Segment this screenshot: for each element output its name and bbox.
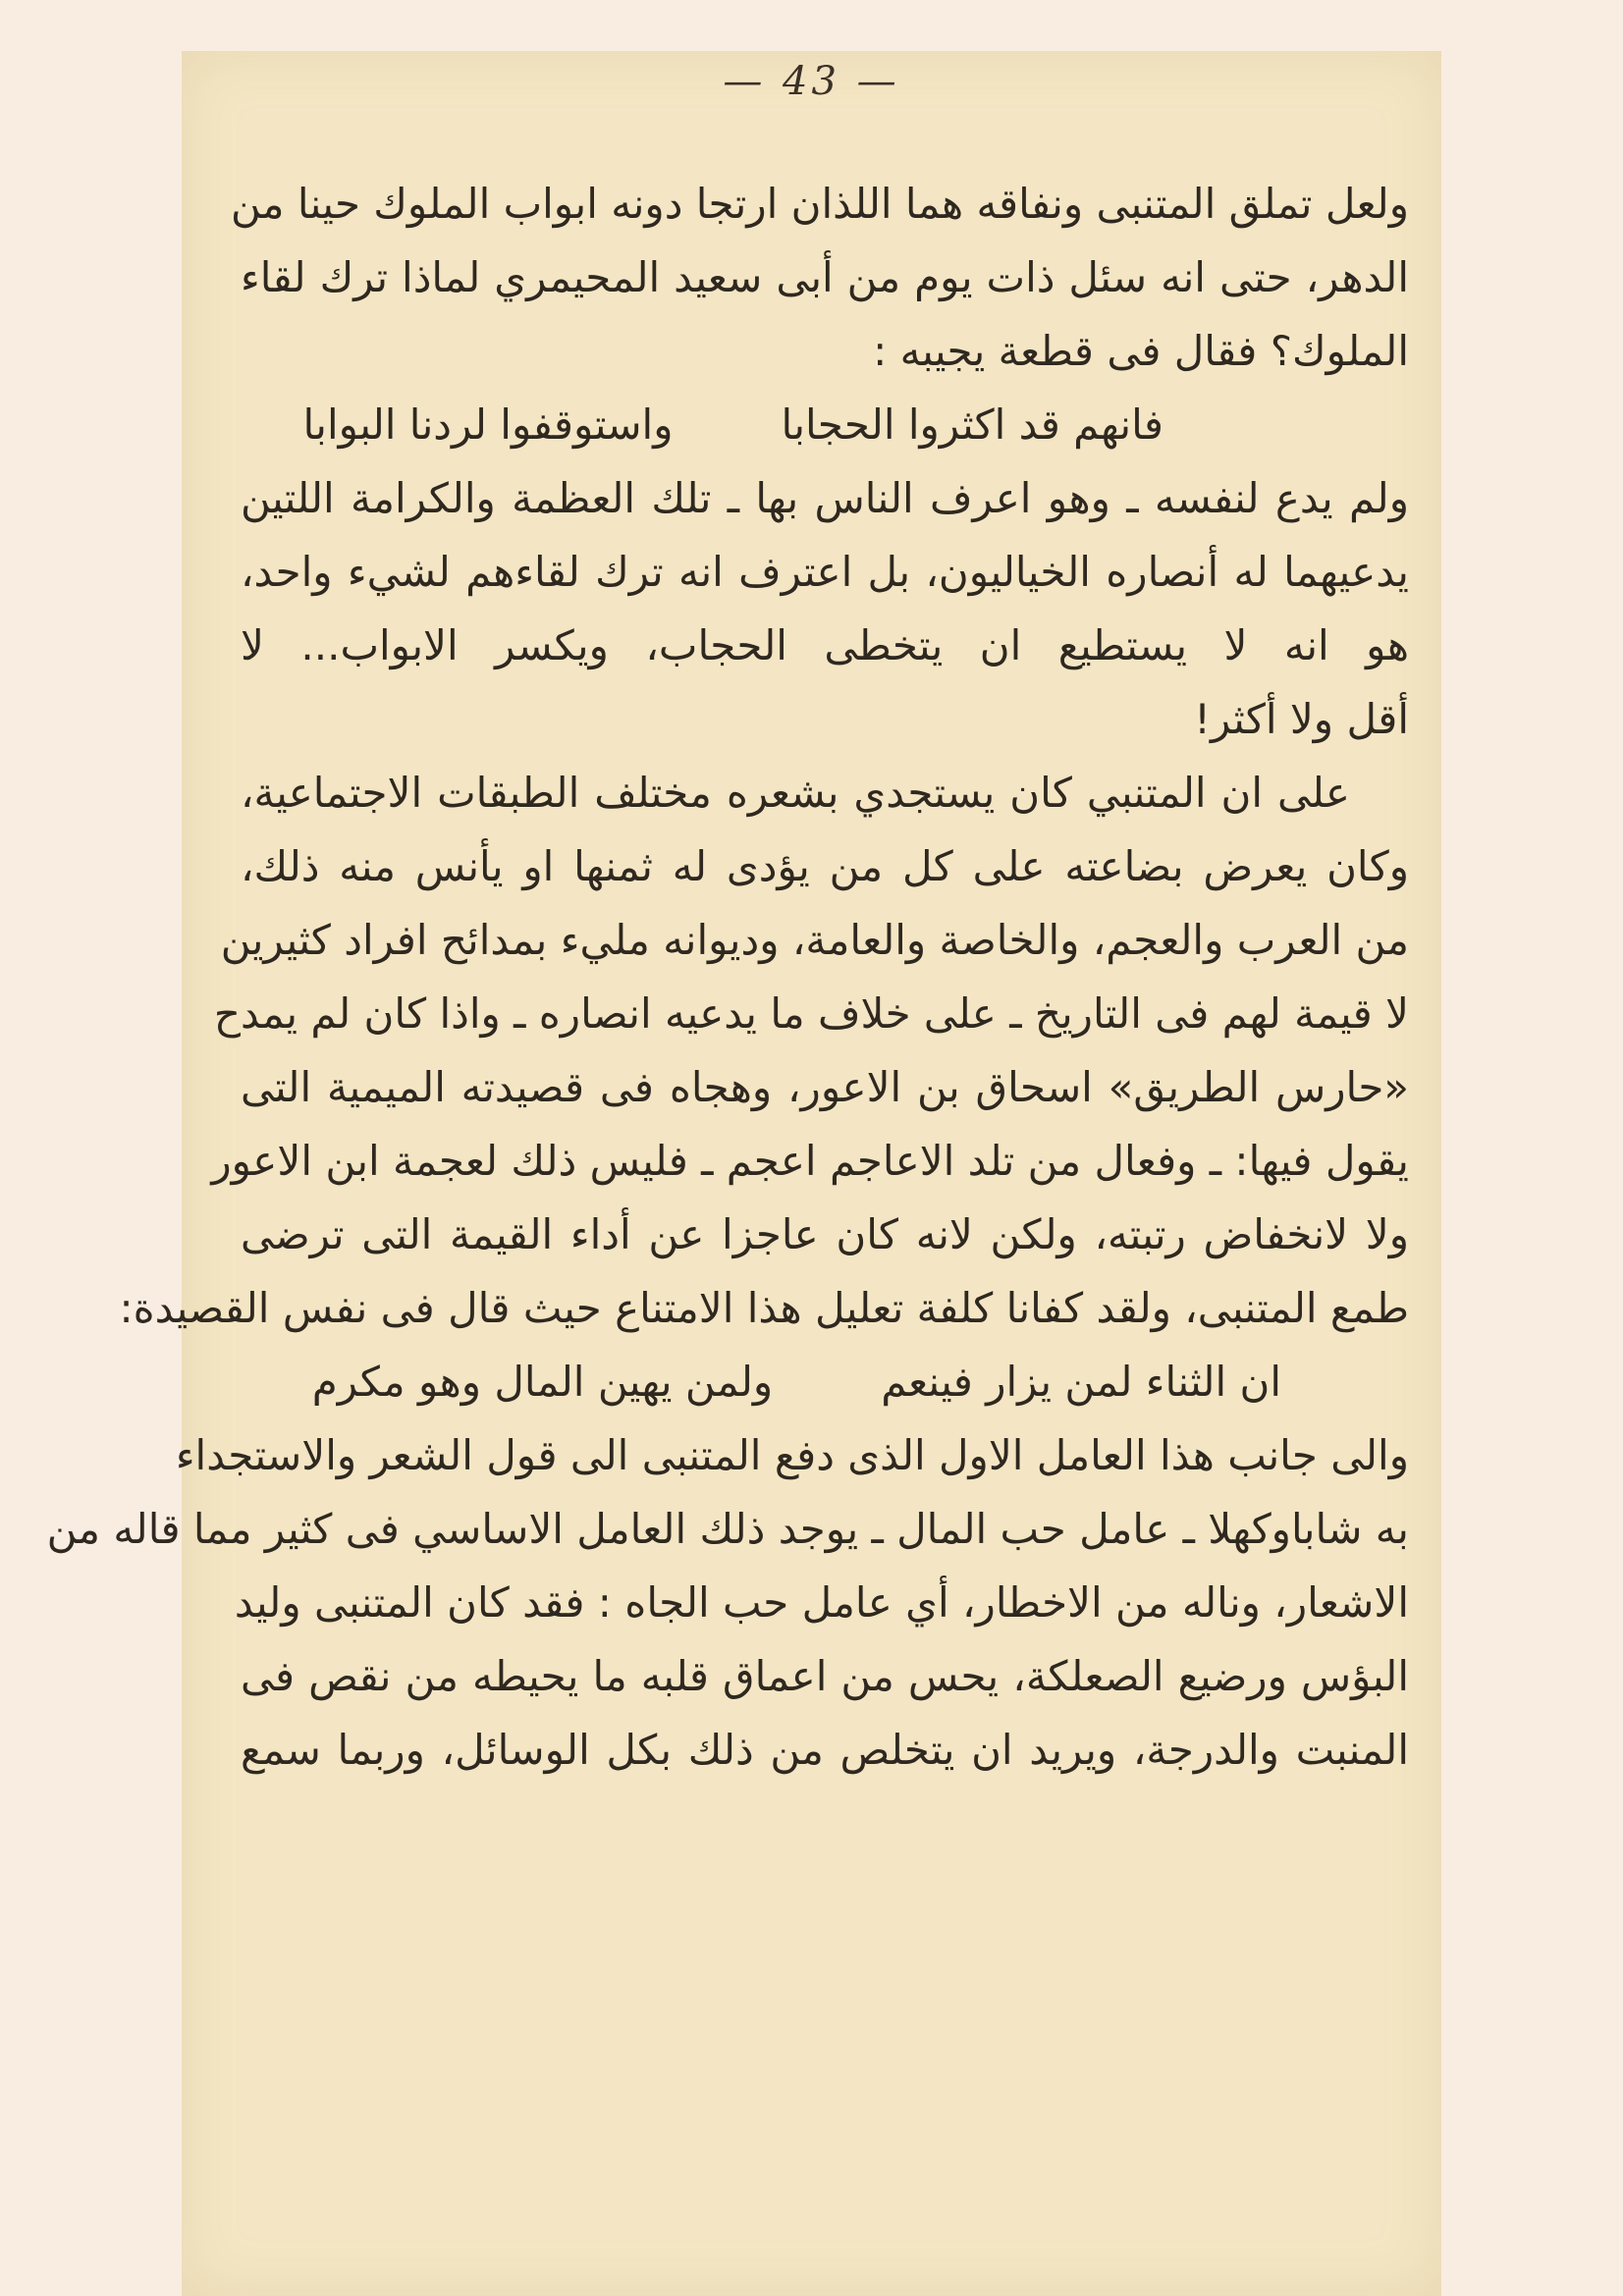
verse-second-hemistich: واستوقفوا لردنا البوابا	[302, 400, 674, 449]
page-body	[46, 167, 1409, 1787]
verse-first-hemistich: ان الثناء لمن يزار فينعم	[881, 1358, 1281, 1406]
paragraph	[231, 167, 1409, 388]
text-line: ولا لانخفاض رتبته، ولكن لانه كان عاجزا عن أداء القيمة التى ترضى	[241, 1210, 1409, 1258]
text-line: ولم يدع لنفسه ـ وهو اعرف الناس بها ـ تلك العظمة والكرامة اللتين	[241, 474, 1409, 522]
text-line: من العرب والعجم، والخاصة والعامة، وديوانه مليء بمدائح افراد كثيرين	[220, 916, 1409, 964]
text-line: «حارس الطريق» اسحاق بن الاعور، وهجاه فى قصيدته الميمية التى	[241, 1063, 1409, 1111]
text-line: أقل ولا أكثر!	[1194, 695, 1409, 743]
text-line: الدهر، حتى انه سئل ذات يوم من أبى سعيد المحيمري لماذا ترك لقاء	[241, 253, 1409, 301]
text-line: يدعيهما له أنصاره الخياليون، بل اعترف انه ترك لقاءهم لشيء واحد،	[241, 548, 1409, 596]
text-line: وكان يعرض بضاعته على كل من يؤدى له ثمنها او يأنس منه ذلك،	[241, 842, 1409, 890]
poetry-verse	[241, 1345, 1409, 1418]
poetry-verse	[241, 388, 1409, 461]
text-line: به شاباوكهلا ـ عامل حب المال ـ يوجد ذلك العامل الاساسي فى كثير مما قاله من	[46, 1505, 1409, 1553]
paragraph	[119, 756, 1409, 1345]
paragraph	[241, 461, 1409, 756]
text-line: والى جانب هذا العامل الاول الذى دفع المتنبى الى قول الشعر والاستجداء	[175, 1431, 1409, 1479]
text-line: على ان المتنبي كان يستجدي بشعره مختلف الطبقات الاجتماعية،	[241, 769, 1350, 817]
page-number: — 43 —	[723, 59, 900, 104]
text-line: البؤس ورضيع الصعلكة، يحس من اعماق قلبه ما يحيطه من نقص فى	[241, 1652, 1409, 1700]
verse-first-hemistich: فانهم قد اكثروا الحجابا	[781, 400, 1163, 449]
verse-second-hemistich: ولمن يهين المال وهو مكرم	[311, 1358, 774, 1406]
text-line: ولعل تملق المتنبى ونفاقه هما اللذان ارتجا دونه ابواب الملوك حينا من	[231, 180, 1409, 228]
text-line: طمع المتنبى، ولقد كفانا كلفة تعليل هذا الامتناع حيث قال فى نفس القصيدة:	[119, 1284, 1409, 1332]
text-line: الملوك؟ فقال فى قطعة يجيبه :	[873, 327, 1409, 375]
text-line: هو انه لا يستطيع ان يتخطى الحجاب، ويكسر الابواب... لا	[241, 621, 1409, 669]
paragraph	[46, 1418, 1409, 1787]
text-line: المنبت والدرجة، ويريد ان يتخلص من ذلك بكل الوسائل، وربما سمع	[241, 1726, 1409, 1774]
text-line: الاشعار، وناله من الاخطار، أي عامل حب الجاه : فقد كان المتنبى وليد	[234, 1578, 1409, 1627]
text-line: لا قيمة لهم فى التاريخ ـ على خلاف ما يدعيه انصاره ـ واذا كان لم يمدح	[213, 989, 1409, 1038]
text-line: يقول فيها: ـ وفعال من تلد الاعاجم اعجم ـ فليس ذلك لعجمة ابن الاعور	[211, 1137, 1409, 1185]
